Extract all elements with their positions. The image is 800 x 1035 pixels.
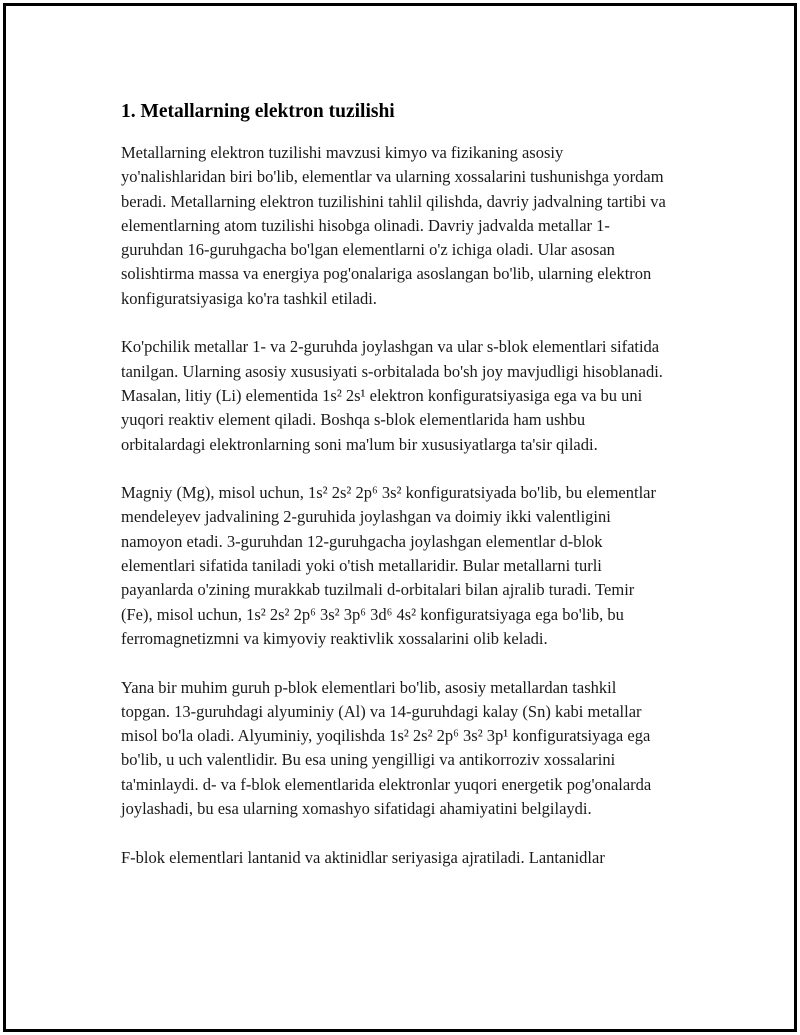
paragraph-f-block: F-blok elementlari lantanid va aktinidlar seriyasiga ajratiladi. Lantanidlar (121, 847, 605, 867)
paragraph-intro: Metallarning elektron tuzilishi mavzusi kimyo va fizikaning asosiy yo'nalishlaridan biri bo'lib, elementlar va ularning xossalarini tushunishga yordam beradi. Metallarning elektron tuzilishini tahlil qilishda, davriy jadvalning tartibi va elementlarning atom tuzilishi hisobga olinadi. Davriy jadvalda metallar 1-guruhdan 16-guruhgacha bo'lgan elementlarni o'z ichiga oladi. Ular asosan solishtirma massa va energiya pog'onalariga asoslangan bo'lib, ularning elektron konfiguratsiyasiga ko'ra tashkil etiladi. (121, 143, 666, 308)
paragraph-p-block: Yana bir muhim guruh p-blok elementlari bo'lib, asosiy metallardan tashkil topgan. 13-guruhdagi alyuminiy (Al) va 14-guruhdagi kalay (Sn) kabi metallar misol bo'la oladi. Alyuminiy, yoqilishda 1s² 2s² 2p⁶ 3s² 3p¹ konfiguratsiyaga ega bo'lib, u uch valentlidir. Bu esa uning yengilligi va antikorroziv xossalarini ta'minlaydi. d- va f-blok elementlarida elektronlar yuqori energetik pog'onalarda joylashadi, bu esa ularning xomashyo sifatidagi ahamiyatini belgilaydi. (121, 677, 652, 819)
section-heading: 1. Metallarning elektron tuzilishi (121, 101, 395, 122)
paragraph-s-block: Ko'pchilik metallar 1- va 2-guruhda joylashgan va ular s-blok elementlari sifatida tanilgan. Ularning asosiy xususiyati s-orbitalada bo'sh joy mavjudligi hisoblanadi. Masalan, litiy (Li) elementida 1s² 2s¹ elektron konfiguratsiyasiga ega va bu uni yuqori reaktiv element qiladi. Boshqa s-blok elementlarida ham ushbu orbitalardagi elektronlarning soni ma'lum bir xususiyatlarga ta'sir qiladi. (121, 337, 663, 454)
document-body (121, 99, 669, 894)
page-frame (3, 3, 797, 1032)
paragraph-d-block: Magniy (Mg), misol uchun, 1s² 2s² 2p⁶ 3s² konfiguratsiyada bo'lib, bu elementlar mendeleyev jadvalining 2-guruhida joylashgan va doimiy ikki valentligini namoyon etadi. 3-guruhdan 12-guruhgacha joylashgan elementlar d-blok elementlari sifatida taniladi yoki o'tish metallaridir. Bular metallarni turli payanlarda o'zining murakkab tuzilmali d-orbitalari bilan ajralib turadi. Temir (Fe), misol uchun, 1s² 2s² 2p⁶ 3s² 3p⁶ 3d⁶ 4s² konfiguratsiyaga ega bo'lib, bu ferromagnetizmni va kimyoviy reaktivlik xossalarini olib keladi. (121, 483, 656, 648)
